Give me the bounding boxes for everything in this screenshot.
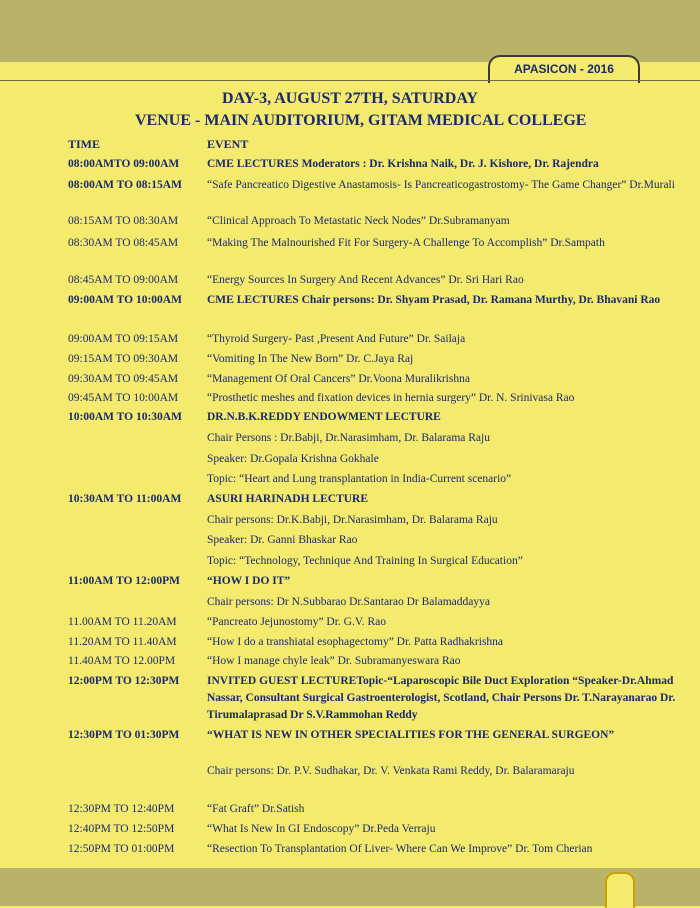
row-time: 09:15AM TO 09:30AM	[68, 353, 179, 365]
row-event: CME LECTURES Moderators : Dr. Krishna Naik, Dr. J. Kishore, Dr. Rajendra	[207, 158, 599, 170]
row-event: ASURI HARINADH LECTURE	[207, 493, 369, 505]
conference-badge-text: APASICON - 2016	[514, 62, 614, 76]
row-event: “Energy Sources In Surgery And Recent Advances” Dr. Sri Hari Rao	[207, 274, 524, 286]
row-event: Topic: “Technology, Technique And Training In Surgical Education”	[207, 555, 523, 567]
conference-badge	[488, 55, 640, 83]
row-time: 08:00AMTO 09:00AM	[68, 158, 180, 170]
time-header: TIME	[68, 137, 101, 151]
page-tab-decoration	[605, 872, 635, 908]
row-event: “How I do a transhiatal esophagectomy” Dr. Patta Radhakrishna	[207, 636, 504, 648]
row-event: “How I manage chyle leak” Dr. Subramanyeswara Rao	[207, 655, 461, 667]
row-time: 08:00AM TO 08:15AM	[68, 179, 182, 191]
header-divider	[0, 80, 700, 81]
row-event: “Pancreato Jejunostomy” Dr. G.V. Rao	[207, 616, 386, 628]
day-title: DAY-3, AUGUST 27TH, SATURDAY	[222, 90, 478, 107]
row-time: 12:50PM TO 01:00PM	[68, 843, 175, 855]
row-event: “WHAT IS NEW IN OTHER SPECIALITIES FOR THE GENERAL SURGEON”	[207, 729, 615, 741]
row-event: “Prosthetic meshes and fixation devices in hernia surgery” Dr. N. Srinivasa Rao	[207, 392, 575, 404]
bottom-banner	[0, 868, 700, 906]
row-time: 08:45AM TO 09:00AM	[68, 274, 179, 286]
row-event: Chair persons: Dr. P.V. Sudhakar, Dr. V. Venkata Rami Reddy, Dr. Balaramaraju	[207, 765, 575, 777]
row-event: Chair persons: Dr N.Subbarao Dr.Santarao Dr Balamaddayya	[207, 596, 490, 608]
row-event: Chair Persons : Dr.Babji, Dr.Narasimham, Dr. Balarama Raju	[207, 432, 490, 444]
row-time: 12:30PM TO 12:40PM	[68, 803, 175, 815]
row-time: 11.40AM TO 12.00PM	[68, 655, 176, 667]
row-time: 12:40PM TO 12:50PM	[68, 823, 175, 835]
row-event: “Clinical Approach To Metastatic Neck Nodes” Dr.Subramanyam	[207, 215, 510, 227]
row-time: 11.20AM TO 11.40AM	[68, 636, 177, 648]
row-event: “Resection To Transplantation Of Liver- Where Can We Improve” Dr. Tom Cherian	[207, 843, 593, 855]
venue-title: VENUE - MAIN AUDITORIUM, GITAM MEDICAL COLLEGE	[135, 112, 587, 129]
row-event: “Fat Graft” Dr.Satish	[207, 803, 305, 815]
row-event: Speaker: Dr.Gopala Krishna Gokhale	[207, 453, 379, 465]
row-time: 08:15AM TO 08:30AM	[68, 215, 179, 227]
row-time: 09:00AM TO 09:15AM	[68, 333, 179, 345]
row-time: 12:30PM TO 01:30PM	[68, 729, 180, 741]
row-time: 09:00AM TO 10:00AM	[68, 294, 182, 306]
row-event: “Vomiting In The New Born” Dr. C.Jaya Raj	[207, 353, 414, 365]
row-event: DR.N.B.K.REDDY ENDOWMENT LECTURE	[207, 411, 441, 423]
row-time: 08:30AM TO 08:45AM	[68, 237, 179, 249]
row-time: 11:00AM TO 12:00PM	[68, 575, 181, 587]
row-event: Topic: “Heart and Lung transplantation in India-Current scenario”	[207, 473, 512, 485]
row-event: “Management Of Oral Cancers” Dr.Voona Muralikrishna	[207, 373, 470, 385]
row-time: 11.00AM TO 11.20AM	[68, 616, 177, 628]
row-time: 10:00AM TO 10:30AM	[68, 411, 182, 423]
row-event: “Thyroid Surgery- Past ,Present And Future” Dr. Sailaja	[207, 333, 466, 345]
row-event: Speaker: Dr. Ganni Bhaskar Rao	[207, 534, 358, 546]
top-banner	[0, 0, 700, 62]
row-event: Chair persons: Dr.K.Babji, Dr.Narasimham, Dr. Balarama Raju	[207, 514, 498, 526]
row-event: “HOW I DO IT”	[207, 575, 291, 587]
row-event: CME LECTURES Chair persons: Dr. Shyam Prasad, Dr. Ramana Murthy, Dr. Bhavani Rao	[207, 294, 661, 306]
row-event: “Making The Malnourished Fit For Surgery-A Challenge To Accomplish” Dr.Sampath	[207, 237, 605, 249]
row-time: 09:30AM TO 09:45AM	[68, 373, 179, 385]
row-event: “Safe Pancreatico Digestive Anastamosis- Is Pancreaticogastrostomy- The Game Changer” Dr.Murali	[207, 179, 675, 191]
event-header: EVENT	[207, 137, 249, 151]
row-time: 12:00PM TO 12:30PM	[68, 675, 180, 687]
row-time: 09:45AM TO 10:00AM	[68, 392, 179, 404]
row-event: “What Is New In GI Endoscopy” Dr.Peda Verraju	[207, 823, 436, 835]
row-event: INVITED GUEST LECTURETopic-“Laparoscopic Bile Duct Exploration “Speaker-Dr.Ahmad Nassar, Consultant Surgical Gastroenterologist, Scotland, Chair Persons Dr. T.Narayanarao Dr. Tirumalaprasad Dr S.V.Rammohan Reddy	[207, 675, 676, 721]
row-time: 10:30AM TO 11:00AM	[68, 493, 182, 505]
